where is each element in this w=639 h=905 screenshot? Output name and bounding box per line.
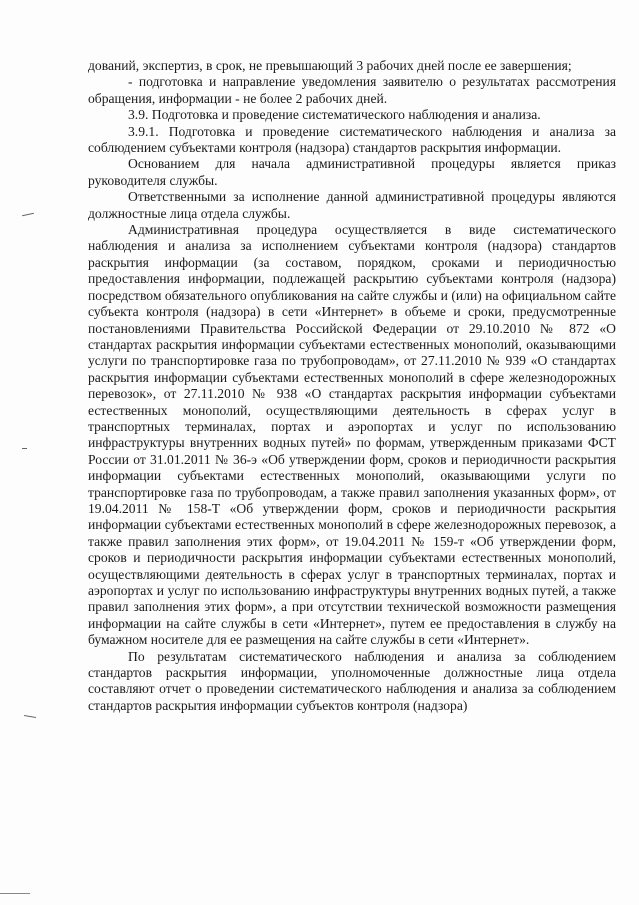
paragraph: 3.9.1. Подготовка и проведение систематического наблюдения и анализа за соблюдением субъектами контроля (надзора) стандартов раскрытия информации. (88, 123, 616, 156)
section-heading: 3.9. Подготовка и проведение систематического наблюдения и анализа. (128, 107, 541, 123)
paragraph: дований, экспертиз, в срок, не превышающий 3 рабочих дней после ее завершения; (88, 58, 572, 73)
bottom-rule (0, 893, 30, 894)
document-body (88, 58, 616, 714)
paragraph: По результатам систематического наблюдения и анализа за соблюдением стандартов раскрытия информации, уполномоченные должностные лица отдела составляют отчет о проведении систематического наблюдения и анализа за соблюдением стандартов раскрытия информации субъектов контроля (надзора) (88, 648, 616, 713)
margin-mark (24, 715, 36, 718)
paragraph: Основанием для начала административной процедуры является приказ руководителя службы. (88, 156, 616, 188)
paragraph: Административная процедура осуществляется в виде систематического наблюдения и анализа за исполнением субъектами контроля (надзора) стандартов раскрытия информации (за составом, порядком, сроками и периодичностью предоставления информации, подлежащей раскрытию субъектами контроля (надзора) посредством обязательного опубликования на сайте службы и (или) на официальном сайте субъекта контроля (надзора) в сети «Интернет» в объеме и сроки, предусмотренные постановлениями Правительства Российской Федерации от 29.10.2010 № 872 «О стандартах раскрытия информации субъектами естественных монополий, оказывающими услуги по транспортировке газа по трубопроводам», от 27.11.2010 № 939 «О стандартах раскрытия информации субъектами естественных монополий в сфере железнодорожных перевозок», от 27.11.2010 № 938 «О стандартах раскрытия информации субъектами естественных монополий, осуществляющими деятельность в сферах услуг в транспортных терминалах, портах и аэропортах и услуг по использованию инфраструктуры внутренних водных путей» по формам, утвержденным приказами ФСТ России от 31.01.2011 № 36-э «Об утверждении форм, сроков и периодичности раскрытия информации субъектами естественных монополий, оказывающими услуги по транспортировке газа по трубопроводам, а также правил заполнения указанных форм», от 19.04.2011 № 158-Т «Об утверждении форм, сроков и периодичности раскрытия информации субъектами естественных монополий в сфере железнодорожных перевозок, а также правил заполнения этих форм», от 19.04.2011 № 159-т «Об утверждении форм, сроков и периодичности раскрытия информации субъектами естественных монополий, осуществляющими деятельность в сферах услуг в транспортных терминалах, портах и аэропортах и услуг по использованию инфраструктуры внутренних водных путей, а также правил заполнения этих форм», а при отсутствии технической возможности размещения информации на сайте службы в сети «Интернет», путем ее предоставления в службу на бумажном носителе для ее размещения на сайте службы в сети «Интернет». (88, 222, 616, 648)
margin-mark (22, 213, 34, 216)
paragraph: - подготовка и направление уведомления заявителю о результатах рассмотрения обращения, информации - не более 2 рабочих дней. (88, 74, 616, 106)
margin-mark (22, 448, 27, 449)
paragraph: Ответственными за исполнение данной административной процедуры являются должностные лица отдела службы. (88, 189, 616, 221)
